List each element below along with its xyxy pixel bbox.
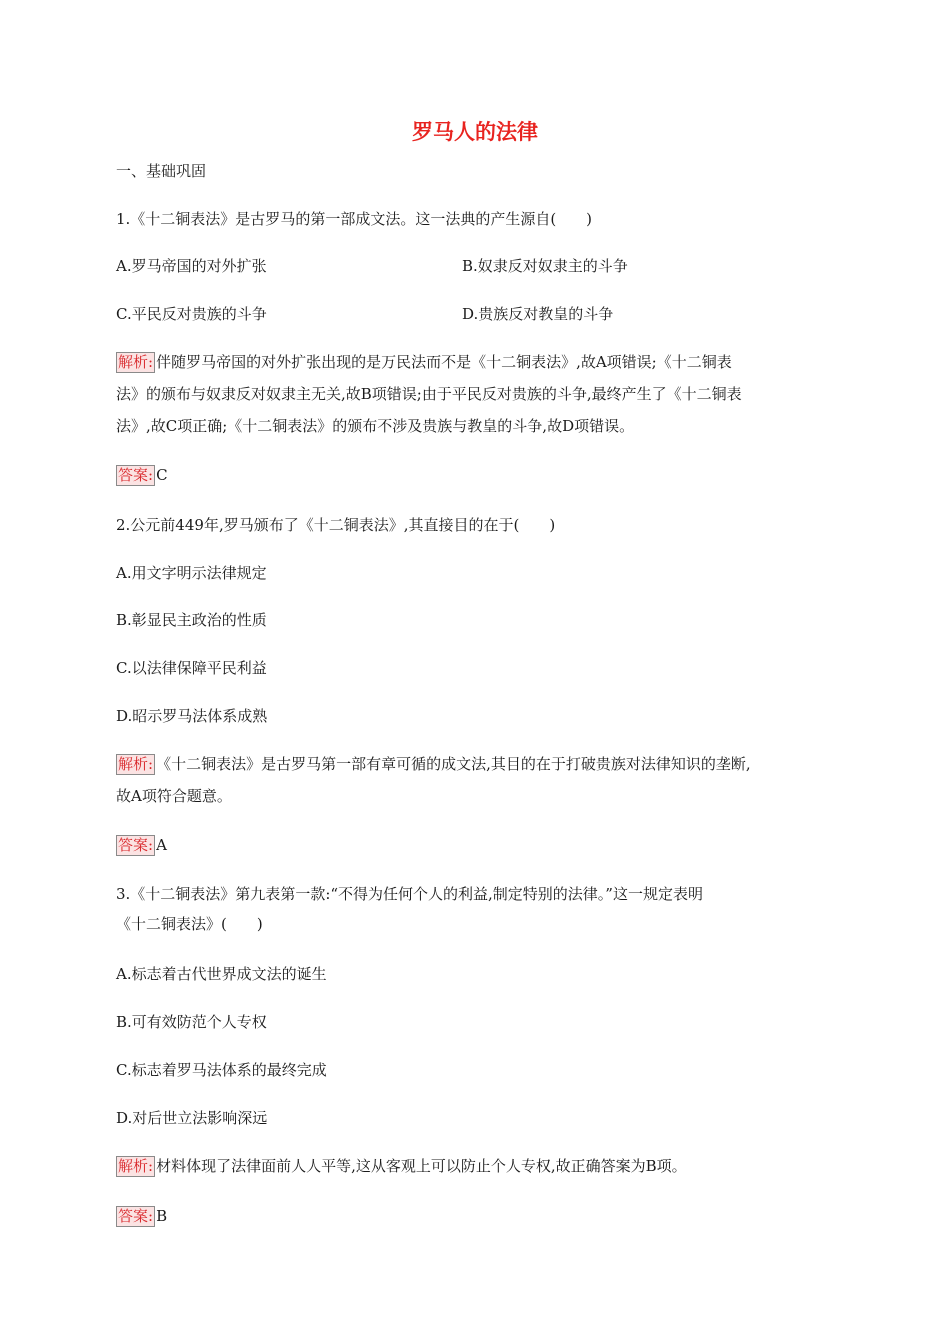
q3-answer [116, 1205, 836, 1227]
q2-option-b: B.彰显民主政治的性质 [116, 611, 267, 629]
explanation-tag: 解析: [118, 755, 154, 773]
answer-tag: 答案: [118, 836, 154, 854]
q1-options-row1 [116, 255, 836, 277]
q2-answer-value: A [156, 836, 167, 854]
q2-explanation-line1 [116, 753, 836, 775]
q3-option-c: C.标志着罗马法体系的最终完成 [116, 1061, 327, 1079]
q1-option-a: A.罗马帝国的对外扩张 [116, 257, 267, 275]
explanation-tag: 解析: [118, 1157, 154, 1175]
q2-answer [116, 834, 836, 856]
q1-explanation-line3: 法》,故C项正确;《十二铜表法》的颁布不涉及贵族与教皇的斗争,故D项错误。 [116, 417, 635, 435]
q2-explanation-line2: 故A项符合题意。 [116, 787, 232, 805]
q1-option-b: B.奴隶反对奴隶主的斗争 [462, 257, 628, 275]
answer-tag: 答案: [118, 1207, 154, 1225]
q1-stem: 1.《十二铜表法》是古罗马的第一部成文法。这一法典的产生源自( ) [116, 210, 593, 228]
q2-explanation-text: 《十二铜表法》是古罗马第一部有章可循的成文法,其目的在于打破贵族对法律知识的垄断, [156, 755, 751, 773]
q1-explanation-line1 [116, 351, 836, 373]
q2-option-d: D.昭示罗马法体系成熟 [116, 707, 268, 725]
q3-option-b: B.可有效防范个人专权 [116, 1013, 267, 1031]
q3-option-a: A.标志着古代世界成文法的诞生 [116, 965, 327, 983]
q3-stem-line2: 《十二铜表法》( ) [116, 915, 263, 933]
q2-option-a: A.用文字明示法律规定 [116, 564, 267, 582]
answer-tag: 答案: [118, 466, 154, 484]
section-heading: 一、基础巩固 [116, 162, 207, 180]
q3-explanation-text: 材料体现了法律面前人人平等,这从客观上可以防止个人专权,故正确答案为B项。 [156, 1157, 687, 1175]
q1-option-c: C.平民反对贵族的斗争 [116, 305, 267, 323]
q1-options-row2 [116, 303, 836, 325]
q3-explanation-line1 [116, 1155, 836, 1177]
q1-answer-value: C [156, 466, 168, 484]
explanation-tag: 解析: [118, 353, 154, 371]
q1-option-d: D.贵族反对教皇的斗争 [462, 305, 614, 323]
q1-answer [116, 464, 836, 486]
q2-option-c: C.以法律保障平民利益 [116, 659, 267, 677]
q3-option-d: D.对后世立法影响深远 [116, 1109, 268, 1127]
q3-stem-line1: 3.《十二铜表法》第九表第一款:“不得为任何个人的利益,制定特别的法律。”这一规定表明 [116, 885, 703, 903]
q2-stem: 2.公元前449年,罗马颁布了《十二铜表法》,其直接目的在于( ) [116, 516, 556, 534]
q1-explanation-line2: 法》的颁布与奴隶反对奴隶主无关,故B项错误;由于平民反对贵族的斗争,最终产生了《十二铜表 [116, 385, 742, 403]
page-title: 罗马人的法律 [412, 120, 538, 144]
q1-explanation-text: 伴随罗马帝国的对外扩张出现的是万民法而不是《十二铜表法》,故A项错误;《十二铜表 [156, 353, 732, 371]
q3-answer-value: B [156, 1207, 168, 1225]
